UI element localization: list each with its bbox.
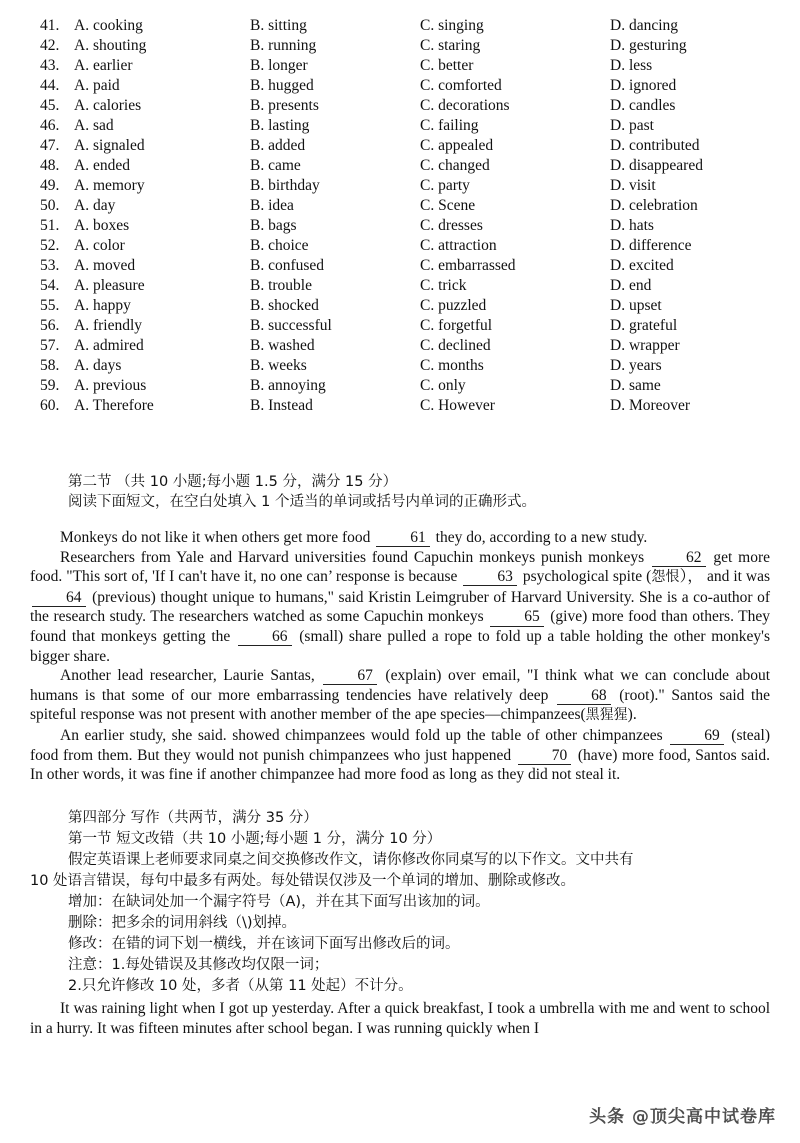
mc-option-d[interactable]: D. dancing bbox=[610, 17, 679, 34]
mc-row bbox=[0, 396, 800, 416]
rule-add: 增加：在缺词处加一个漏字符号（A)，并在其下面写出该加的词。 bbox=[68, 894, 490, 910]
mc-option-c[interactable]: C. failing bbox=[420, 117, 479, 134]
mc-option-c[interactable]: C. declined bbox=[420, 337, 491, 354]
p3-text-b: (explain) over email, "I think what we can conclude about humans is that some of our more embarrassing tendencies have relatively deep bbox=[30, 667, 771, 704]
mc-question-number: 42. bbox=[40, 37, 60, 54]
passage-paragraph-3 bbox=[30, 666, 770, 726]
mc-question-number: 53. bbox=[40, 257, 60, 274]
mc-option-a[interactable]: A. signaled bbox=[74, 137, 145, 154]
mc-row bbox=[0, 316, 800, 336]
blank-67[interactable]: 67 bbox=[323, 668, 377, 685]
mc-row bbox=[0, 376, 800, 396]
blank-62[interactable]: 62 bbox=[652, 550, 706, 567]
mc-option-c[interactable]: C. forgetful bbox=[420, 317, 493, 334]
mc-row bbox=[0, 156, 800, 176]
mc-option-d[interactable]: D. wrapper bbox=[610, 337, 680, 354]
mc-option-b[interactable]: B. sitting bbox=[250, 17, 307, 34]
mc-option-c[interactable]: C. changed bbox=[420, 157, 490, 174]
blank-70[interactable]: 70 bbox=[518, 748, 572, 765]
mc-option-a[interactable]: A. cooking bbox=[74, 17, 143, 34]
mc-option-a[interactable]: A. Therefore bbox=[74, 397, 154, 414]
mc-option-a[interactable]: A. paid bbox=[74, 77, 120, 94]
p2-text-c: psychological spite ( bbox=[522, 568, 652, 586]
blank-64[interactable]: 64 bbox=[32, 590, 86, 607]
section-two-header bbox=[68, 472, 800, 512]
mc-row bbox=[0, 116, 800, 136]
mc-option-c[interactable]: C. better bbox=[420, 57, 474, 74]
mc-question-number: 48. bbox=[40, 157, 60, 174]
rule-modify: 修改：在错的词下划一横线，并在该词下面写出修改后的词。 bbox=[68, 936, 460, 952]
mc-option-d[interactable]: D. gesturing bbox=[610, 37, 687, 54]
mc-row bbox=[0, 256, 800, 276]
mc-row bbox=[0, 196, 800, 216]
mc-option-c[interactable]: C. party bbox=[420, 177, 470, 194]
mc-option-a[interactable]: A. memory bbox=[74, 177, 145, 194]
mc-option-a[interactable]: A. ended bbox=[74, 157, 130, 174]
mc-option-c[interactable]: C. However bbox=[420, 397, 495, 414]
mc-option-b[interactable]: B. weeks bbox=[250, 357, 307, 374]
mc-row bbox=[0, 56, 800, 76]
mc-row bbox=[0, 356, 800, 376]
p4-text-a: An earlier study, she said. showed chimpanzees would fold up the table of other chimpanzees bbox=[60, 726, 663, 744]
mc-option-d[interactable]: D. visit bbox=[610, 177, 656, 194]
mc-option-a[interactable]: A. boxes bbox=[74, 217, 130, 234]
mc-option-d[interactable]: D. ignored bbox=[610, 77, 677, 94]
mc-option-c[interactable]: C. puzzled bbox=[420, 297, 487, 314]
mc-option-a[interactable]: A. admired bbox=[74, 337, 144, 354]
rule-delete: 删除：把多余的词用斜线（\)划掉。 bbox=[68, 915, 297, 931]
p2-text-d: ）， and it was bbox=[679, 568, 771, 586]
mc-option-b[interactable]: B. shocked bbox=[250, 297, 319, 314]
mc-option-a[interactable]: A. earlier bbox=[74, 57, 133, 74]
blank-68[interactable]: 68 bbox=[557, 688, 611, 705]
blank-65[interactable]: 65 bbox=[490, 609, 544, 626]
p2-text-g: (small) share pulled a rope to fold up a table holding the other monkey's bigger share. bbox=[30, 627, 770, 665]
mc-question-number: 49. bbox=[40, 177, 60, 194]
p3-text-d: ). bbox=[627, 706, 637, 724]
mc-question-number: 45. bbox=[40, 97, 60, 114]
section-two-instruction: 阅读下面短文，在空白处填入 1 个适当的单词或括号内单词的正确形式。 bbox=[68, 494, 536, 510]
mc-question-number: 60. bbox=[40, 397, 60, 414]
mc-option-b[interactable]: B. added bbox=[250, 137, 306, 154]
mc-option-d[interactable]: D. candles bbox=[610, 97, 676, 114]
mc-row bbox=[0, 296, 800, 316]
mc-option-c[interactable]: C. singing bbox=[420, 17, 484, 34]
mc-option-c[interactable]: C. only bbox=[420, 377, 466, 394]
mc-option-b[interactable]: B. came bbox=[250, 157, 301, 174]
mc-row bbox=[0, 36, 800, 56]
mc-option-b[interactable]: B. longer bbox=[250, 57, 308, 74]
mc-option-a[interactable]: A. day bbox=[74, 197, 116, 214]
mc-row bbox=[0, 76, 800, 96]
mc-option-c[interactable]: C. staring bbox=[420, 37, 481, 54]
mc-option-a[interactable]: A. friendly bbox=[74, 317, 143, 334]
note-line-1: 注意：1.每处错误及其修改均仅限一词； bbox=[68, 957, 329, 973]
mc-option-d[interactable]: D. celebration bbox=[610, 197, 698, 214]
mc-option-a[interactable]: A. moved bbox=[74, 257, 136, 274]
part-four-heading: 第四部分 写作（共两节，满分 35 分） bbox=[68, 810, 318, 826]
mc-question-number: 52. bbox=[40, 237, 60, 254]
mc-option-c[interactable]: C. Scene bbox=[420, 197, 476, 214]
mc-option-a[interactable]: A. calories bbox=[74, 97, 142, 114]
mc-option-d[interactable]: D. years bbox=[610, 357, 662, 374]
mc-option-b[interactable]: B. confused bbox=[250, 257, 325, 274]
mc-option-d[interactable]: D. past bbox=[610, 117, 654, 134]
mc-option-c[interactable]: C. attraction bbox=[420, 237, 497, 254]
p2-text-a: Researchers from Yale and Harvard universities found Capuchin monkeys punish monkeys bbox=[60, 548, 645, 566]
mc-option-d[interactable]: D. difference bbox=[610, 237, 692, 254]
mc-option-c[interactable]: C. trick bbox=[420, 277, 467, 294]
p3-chinese-gloss-chimpanzee: 黑猩猩 bbox=[585, 707, 628, 724]
grammar-passage bbox=[30, 528, 770, 785]
mc-row bbox=[0, 176, 800, 196]
mc-question-number: 58. bbox=[40, 357, 60, 374]
p2-text-e: (previous) thought unique to humans," said Kristin Leimgruber of Harvard University. She is a co-author of the research study. The researchers watched as some Capuchin monkeys bbox=[30, 588, 771, 626]
mc-option-b[interactable]: B. choice bbox=[250, 237, 309, 254]
mc-row bbox=[0, 236, 800, 256]
multiple-choice-block bbox=[0, 16, 800, 416]
p2-chinese-gloss-spite: 怨恨 bbox=[651, 569, 680, 586]
mc-option-d[interactable]: D. hats bbox=[610, 217, 654, 234]
mc-option-d[interactable]: D. grateful bbox=[610, 317, 678, 334]
mc-question-number: 54. bbox=[40, 277, 60, 294]
mc-option-d[interactable]: D. upset bbox=[610, 297, 662, 314]
part-four-writing bbox=[30, 808, 770, 1038]
mc-option-a[interactable]: A. sad bbox=[74, 117, 114, 134]
part-four-subheading: 第一节 短文改错（共 10 小题;每小题 1 分，满分 10 分） bbox=[68, 831, 442, 847]
blank-69[interactable]: 69 bbox=[670, 728, 724, 745]
p1-text-b: they do, according to a new study. bbox=[435, 529, 648, 546]
mc-option-d[interactable]: D. same bbox=[610, 377, 661, 394]
mc-option-a[interactable]: A. days bbox=[74, 357, 122, 374]
p4-text-c: (have) more food, Santos said. In other words, it was fine if another chimpanzee had more food as long as they did not steal it. bbox=[30, 746, 771, 784]
mc-option-c[interactable]: C. embarrassed bbox=[420, 257, 516, 274]
mc-row bbox=[0, 336, 800, 356]
mc-option-b[interactable]: B. birthday bbox=[250, 177, 320, 194]
mc-row bbox=[0, 136, 800, 156]
passage-paragraph-2 bbox=[30, 548, 770, 667]
blank-63[interactable]: 63 bbox=[463, 569, 517, 586]
p3-text-a: Another lead researcher, Laurie Santas, bbox=[60, 667, 315, 685]
mc-option-d[interactable]: D. end bbox=[610, 277, 652, 294]
mc-row bbox=[0, 276, 800, 296]
mc-question-number: 46. bbox=[40, 117, 60, 134]
mc-row bbox=[0, 96, 800, 116]
mc-option-b[interactable]: B. annoying bbox=[250, 377, 326, 394]
mc-question-number: 59. bbox=[40, 377, 60, 394]
p2-text-b: get more food. "This sort of, 'If I can't have it, no one can’ response is because bbox=[30, 548, 770, 586]
mc-option-b[interactable]: B. trouble bbox=[250, 277, 312, 294]
mc-option-b[interactable]: B. successful bbox=[250, 317, 332, 334]
mc-option-a[interactable]: A. happy bbox=[74, 297, 131, 314]
mc-option-d[interactable]: D. excited bbox=[610, 257, 674, 274]
p2-text-f: (give) more food than others. They found that monkeys getting the bbox=[30, 608, 771, 645]
passage-paragraph-1 bbox=[30, 528, 770, 548]
mc-question-number: 51. bbox=[40, 217, 60, 234]
mc-option-d[interactable]: D. Moreover bbox=[610, 397, 691, 414]
section-two-heading: 第二节 （共 10 小题;每小题 1.5 分，满分 15 分） bbox=[68, 474, 398, 490]
mc-question-number: 41. bbox=[40, 17, 60, 34]
mc-option-c[interactable]: C. dresses bbox=[420, 217, 483, 234]
mc-option-a[interactable]: A. shouting bbox=[74, 37, 147, 54]
mc-option-b[interactable]: B. running bbox=[250, 37, 317, 54]
p4-text-b: (steal) food from them. But they would not punish chimpanzees who just happened bbox=[30, 726, 771, 764]
mc-question-number: 50. bbox=[40, 197, 60, 214]
mc-option-a[interactable]: A. color bbox=[74, 237, 125, 254]
mc-option-a[interactable]: A. previous bbox=[74, 377, 147, 394]
mc-question-number: 47. bbox=[40, 137, 60, 154]
mc-question-number: 57. bbox=[40, 337, 60, 354]
mc-option-c[interactable]: C. decorations bbox=[420, 97, 510, 114]
blank-66[interactable]: 66 bbox=[238, 629, 292, 646]
watermark-label: 头条 @顶尖高中试卷库 bbox=[589, 1107, 776, 1127]
mc-option-b[interactable]: B. washed bbox=[250, 337, 315, 354]
mc-question-number: 43. bbox=[40, 57, 60, 74]
mc-question-number: 44. bbox=[40, 77, 60, 94]
mc-option-b[interactable]: B. hugged bbox=[250, 77, 314, 94]
passage-paragraph-4 bbox=[30, 726, 770, 785]
mc-option-d[interactable]: D. contributed bbox=[610, 137, 700, 154]
mc-option-a[interactable]: A. pleasure bbox=[74, 277, 145, 294]
mc-option-b[interactable]: B. lasting bbox=[250, 117, 310, 134]
mc-option-c[interactable]: C. appealed bbox=[420, 137, 494, 154]
p3-text-c: (root)." Santos said the spiteful response was not present with another member of the ape species—chimpanzees( bbox=[30, 686, 770, 724]
error-correction-essay: It was raining light when I got up yesterday. After a quick breakfast, I took a umbrella with me and went to school in a hurry. It was fifteen minutes after school began. I was running quickly when I bbox=[30, 1000, 770, 1037]
mc-option-b[interactable]: B. presents bbox=[250, 97, 319, 114]
mc-option-c[interactable]: C. months bbox=[420, 357, 484, 374]
mc-option-b[interactable]: B. Instead bbox=[250, 397, 313, 414]
mc-row bbox=[0, 216, 800, 236]
mc-option-c[interactable]: C. comforted bbox=[420, 77, 502, 94]
blank-61[interactable]: 61 bbox=[376, 530, 430, 547]
part-four-instruction-line-2: 10 处语言错误，每句中最多有两处。每处错误仅涉及一个单词的增加、删除或修改。 bbox=[30, 873, 576, 889]
mc-row bbox=[0, 16, 800, 36]
mc-option-b[interactable]: B. idea bbox=[250, 197, 294, 214]
mc-option-d[interactable]: D. disappeared bbox=[610, 157, 703, 174]
part-four-instruction-line-1: 假定英语课上老师要求同桌之间交换修改作文，请你修改你同桌写的以下作文。文中共有 bbox=[68, 852, 634, 868]
mc-option-d[interactable]: D. less bbox=[610, 57, 653, 74]
mc-question-number: 55. bbox=[40, 297, 60, 314]
mc-option-b[interactable]: B. bags bbox=[250, 217, 297, 234]
p1-text-a: Monkeys do not like it when others get more food bbox=[60, 529, 371, 546]
mc-question-number: 56. bbox=[40, 317, 60, 334]
note-line-2: 2.只允许修改 10 处，多者（从第 11 处起）不计分。 bbox=[68, 978, 413, 994]
